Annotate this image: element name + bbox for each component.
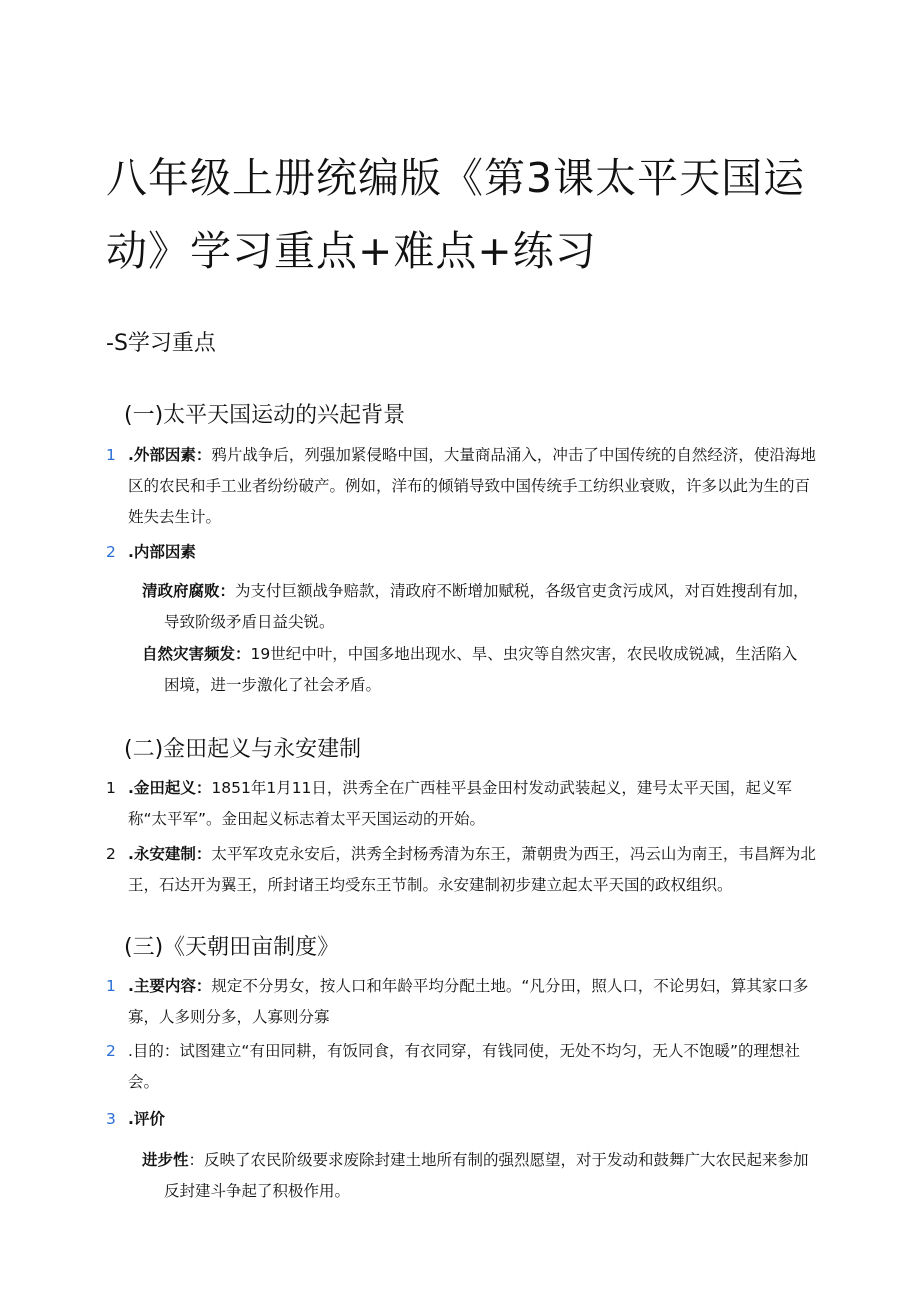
sub-item (142, 639, 818, 701)
item-text: .目的：试图建立“有田同耕，有饭同食，有衣同穿，有钱同使，无处不均匀，无人不饱暖”的理想社会。 (128, 1042, 800, 1091)
item-label: .外部因素： (128, 446, 212, 464)
item-text-block (128, 773, 818, 835)
item-text-block (128, 537, 818, 568)
item-text-block (128, 440, 818, 533)
part2-heading: (二)金田起义与永安建制 (124, 737, 362, 762)
sub-item-text-continued: 困境，进一步激化了社会矛盾。 (164, 676, 382, 694)
sub-item-text-continued: 导致阶级矛盾日益尖锐。 (164, 613, 335, 631)
item-text: 鸦片战争后，列强加紧侵略中国，大量商品涌入，冲击了中国传统的自然经济，使沿海地区的农民和手工业者纷纷破产。例如，洋布的倾销导致中国传统手工纺织业衰败，许多以此为生的百姓失去生计。 (128, 446, 816, 526)
document-title: 八年级上册统编版《第3课太平天国运动》学习重点+难点+练习 (106, 154, 806, 275)
sub-item-text: 为支付巨额战争赔款，清政府不断增加赋税，各级官吏贪污成风，对百姓搜刮有加， (235, 582, 809, 600)
item-text-block (128, 1036, 818, 1098)
sub-item-text: 19世纪中叶，中国多地出现水、旱、虫灾等自然灾害，农民收成锐减，生活陷入 (250, 645, 798, 663)
sub-item-label: 进步性 (142, 1151, 189, 1169)
item-label: .永安建制： (128, 845, 212, 863)
sub-item (142, 1145, 818, 1207)
sub-item-label: 自然灾害频发： (142, 645, 251, 663)
item-text: 1851年1月11日，洪秀全在广西桂平县金田村发动武装起义，建号太平天国，起义军称“太平军”。金田起义标志着太平天国运动的开始。 (128, 779, 792, 828)
item-text-block (128, 971, 818, 1033)
sub-item (142, 576, 818, 638)
item-text: 规定不分男女，按人口和年龄平均分配土地。“凡分田，照人口，不论男妇，算其家口多寡，人多则分多，人寡则分寡 (128, 977, 809, 1026)
item-number: 1 (106, 779, 116, 797)
part3-heading: (三)《天朝田亩制度》 (124, 935, 340, 960)
item-label: .内部因素 (128, 543, 196, 561)
item-number: 1 (106, 977, 116, 995)
item-number: 2 (106, 543, 116, 561)
item-text: 太平军攻克永安后，洪秀全封杨秀清为东王，萧朝贵为西王，冯云山为南王，韦昌辉为北王，石达开为翼王，所封诸王均受东王节制。永安建制初步建立起太平天国的政权组织。 (128, 845, 816, 894)
item-number: 1 (106, 446, 116, 464)
item-text-block (128, 1104, 818, 1135)
sub-item-text-continued: 反封建斗争起了积极作用。 (164, 1182, 351, 1200)
part1-heading: (一)太平天国运动的兴起背景 (124, 403, 406, 428)
section-heading-key-points: -S学习重点 (106, 331, 216, 356)
item-label: .主要内容： (128, 977, 212, 995)
item-number: 2 (106, 845, 116, 863)
sub-item-label: 清政府腐败： (142, 582, 236, 600)
item-label: .评价 (128, 1110, 165, 1128)
item-label: .金田起义： (128, 779, 212, 797)
sub-item-text: ：反映了农民阶级要求废除封建土地所有制的强烈愿望，对于发动和鼓舞广大农民起来参加 (188, 1151, 809, 1169)
item-number: 2 (106, 1042, 116, 1060)
item-number: 3 (106, 1110, 116, 1128)
item-text-block (128, 839, 818, 901)
